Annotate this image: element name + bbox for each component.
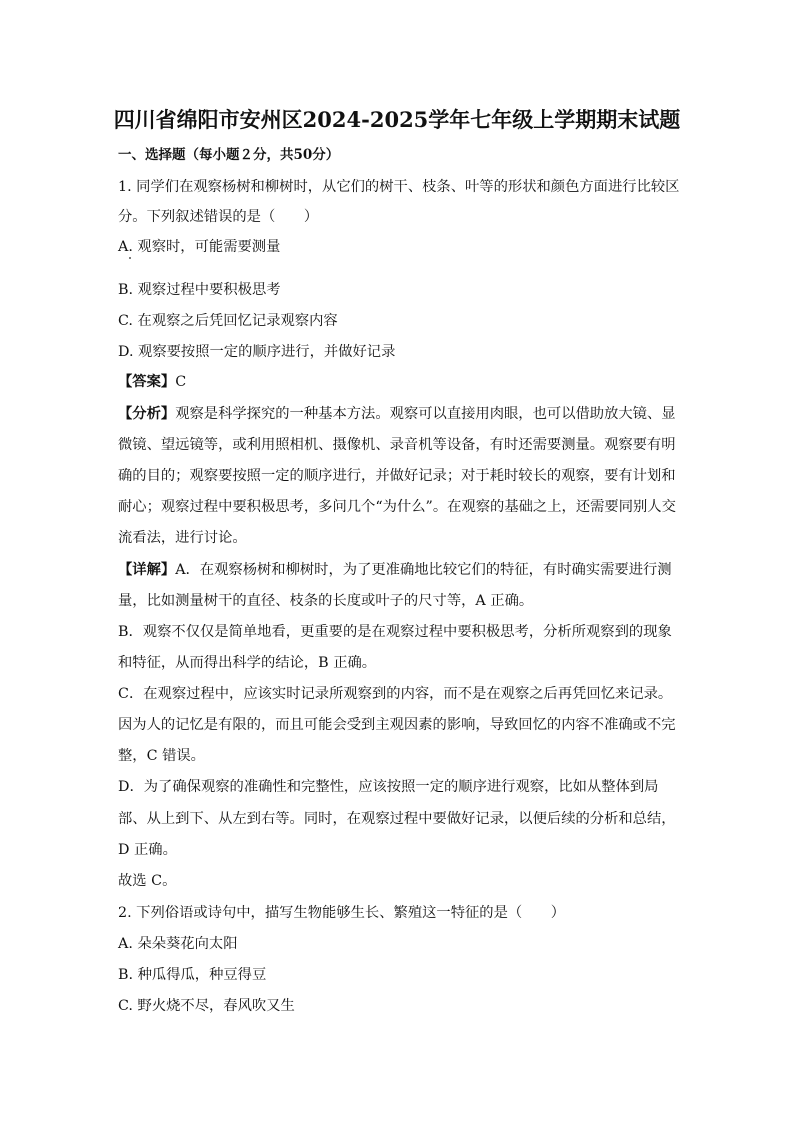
q1-detail-d-line3: D 正确。: [118, 842, 177, 858]
q1-option-a: A. 观察时，可能需要测量: [118, 239, 281, 255]
q2-option-c: C. 野火烧不尽，春风吹又生: [118, 998, 295, 1014]
q1-detail-c-line3: 整，C 错误。: [118, 748, 205, 764]
q1-analysis-line1: [118, 404, 676, 424]
q1-detail-c-line1: C．在观察过程中，应该实时记录所观察到的内容，而不是在观察之后再凭回忆来记录。: [118, 686, 673, 702]
section-heading: 一、选择题（每小题２分，共50分）: [118, 147, 340, 163]
analysis-tag: 【分析】: [118, 406, 176, 422]
q1-detail-b-line2: 和特征，从而得出科学的结论，B 正确。: [118, 655, 377, 671]
q1-answer-line: [118, 372, 186, 392]
stray-dot: [129, 257, 131, 259]
q1-analysis-line5: 流看法，进行讨论。: [118, 530, 247, 546]
detail-tag: 【详解】: [118, 562, 176, 578]
q1-detail-b-line1: B．观察不仅仅是简单地看，更重要的是在观察过程中要积极思考，分析所观察到的现象: [118, 624, 672, 640]
q1-option-b: B. 观察过程中要积极思考: [118, 282, 281, 298]
q2-option-b: B. 种瓜得瓜，种豆得豆: [118, 967, 267, 983]
q1-stem-line1: 1. 同学们在观察杨树和柳树时，从它们的树干、枝条、叶等的形状和颜色方面进行比较区: [118, 179, 680, 195]
q1-analysis-line3: 确的目的；观察要按照一定的顺序进行，并做好记录；对于耗时较长的观察，要有计划和: [118, 468, 676, 484]
q1-detail-c-line2: 因为人的记忆是有限的，而且可能会受到主观因素的影响，导致回忆的内容不准确或不完: [118, 717, 676, 733]
answer-value: C: [175, 374, 187, 390]
q1-detail-a-line1: [118, 560, 672, 580]
q2-stem: 2. 下列俗语或诗句中，描写生物能够生长、繁殖这一特征的是（ ）: [118, 905, 566, 921]
q1-option-c: C. 在观察之后凭回忆记录观察内容: [118, 313, 338, 329]
q1-analysis-line4: 耐心；观察过程中要积极思考，多问几个“为什么”。在观察的基础之上，还需要同别人交: [118, 499, 676, 515]
q1-conclusion: 故选 C。: [118, 873, 177, 889]
q1-stem-line2: 分。下列叙述错误的是（ ）: [118, 209, 319, 225]
q1-option-d: D. 观察要按照一定的顺序进行，并做好记录: [118, 344, 396, 360]
analysis-text-1: 观察是科学探究的一种基本方法。观察可以直接用肉眼，也可以借助放大镜、显: [175, 406, 676, 422]
q1-detail-d-line2: 部、从上到下、从左到右等。同时，在观察过程中要做好记录，以便后续的分析和总结，: [118, 811, 676, 827]
q2-option-a: A. 朵朵葵花向太阳: [118, 936, 238, 952]
q1-detail-a-line2: 量，比如测量树干的直径、枝条的长度或叶子的尺寸等，A 正确。: [118, 593, 534, 609]
page-title: 四川省绵阳市安州区2024-2025学年七年级上学期期末试题: [113, 107, 681, 132]
q1-analysis-line2: 微镜、望远镜等，或利用照相机、摄像机、录音机等设备，有时还需要测量。观察要有明: [118, 437, 676, 453]
q1-detail-d-line1: D．为了确保观察的准确性和完整性，应该按照一定的顺序进行观察，比如从整体到局: [118, 779, 659, 795]
answer-tag: 【答案】: [118, 374, 176, 390]
detail-a-text-1: A．在观察杨树和柳树时，为了更准确地比较它们的特征，有时确实需要进行测: [175, 562, 672, 578]
